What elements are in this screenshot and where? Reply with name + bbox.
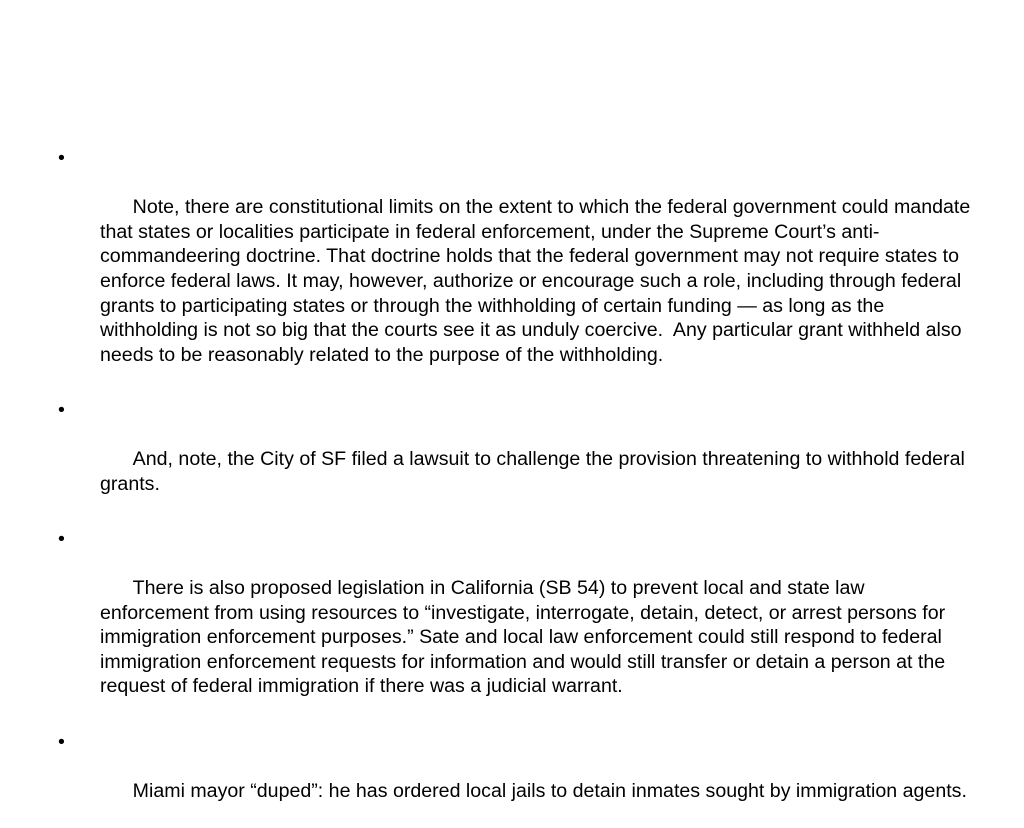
bullet-text: Note, there are constitutional limits on the extent to which the federal government could mandate that states or localities participate in federal enforcement, under the Supreme Court’s anti-commandeering doctrine. That doctrine holds that the federal government may not require states to enforce federal laws. It may, however, authorize or encourage such a role, including through federal grants to participating states or through the withholding of certain funding — as long as the withholding is not so big that the courts see it as unduly coercive. Any particular grant withheld also needs to be reasonably related to the purpose of the withholding. [100, 196, 976, 366]
bullet-text: Miami mayor “duped”: he has ordered local jails to detain inmates sought by immigration agents. [132, 779, 967, 802]
bullet-list [58, 146, 978, 828]
bullet-item-constitutional-limits [58, 146, 978, 392]
bullet-icon: • [58, 398, 65, 421]
bullet-text: There is also proposed legislation in California (SB 54) to prevent local and state law enforcement from using resources to “investigate, interrogate, detain, detect, or arrest persons for immigration enforcement purposes.” Sate and local law enforcement could still respond to federal immigration enforcement requests for information and would still transfer or detain a person at the request of federal immigration if there was a judicial warrant. [100, 577, 951, 698]
bullet-icon: • [58, 730, 65, 753]
bullet-item-miami-mayor [58, 730, 978, 828]
bullet-item-california-legislation [58, 527, 978, 724]
bullet-icon: • [58, 527, 65, 550]
bullet-text: And, note, the City of SF filed a lawsuit to challenge the provision threatening to withhold federal grants. [100, 448, 971, 495]
bullet-icon: • [58, 147, 65, 169]
bullet-item-sf-lawsuit [58, 398, 978, 521]
